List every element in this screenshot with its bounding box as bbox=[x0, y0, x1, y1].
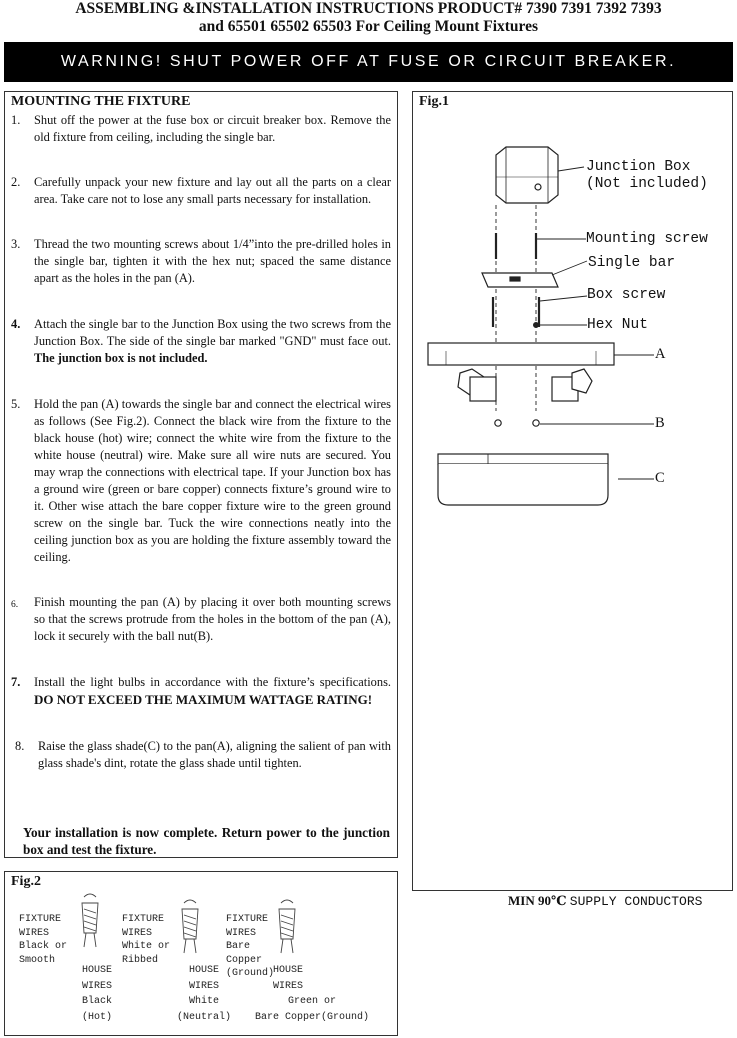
title-line-2: and 65501 65502 65503 For Ceiling Mount Fixtures bbox=[198, 18, 539, 35]
fixture-wires-ground: FIXTURE WIRES Bare Copper (Ground) bbox=[226, 914, 275, 979]
section-title: MOUNTING THE FIXTURE bbox=[11, 94, 191, 109]
house-wires-ground: HOUSE WIRES Green or Bare Copper(Ground) bbox=[254, 965, 370, 1023]
pan-a-drawing bbox=[428, 343, 614, 365]
house-wires-black: HOUSE WIRES Black (Hot) bbox=[81, 965, 112, 1023]
fig1-label: Fig.1 bbox=[419, 94, 449, 109]
junction-box-note: The junction box is not included. bbox=[34, 351, 208, 365]
ball-nut-b-label: B bbox=[655, 415, 665, 431]
title-line-1: ASSEMBLING &INSTALLATION INSTRUCTIONS PRODUCT# 7390 7391 7392 7393 bbox=[75, 0, 662, 17]
wire-nut-icon bbox=[82, 894, 98, 947]
step-3: 3. Thread the two mounting screws about 1/4”into the pre-drilled holes in the single bar, tighten it with the hex nut; spaced the same distance apart as the holes in the pan (A). bbox=[11, 237, 391, 285]
single-bar-label: Single bar bbox=[588, 255, 676, 271]
step-8: 8. Raise the glass shade(C) to the pan(A), aligning the salient of pan with glass shade's dint, rotate the glass shade until tighten. bbox=[15, 739, 391, 770]
hex-nut-label: Hex Nut bbox=[587, 317, 648, 333]
box-screw-label: Box screw bbox=[587, 287, 666, 303]
house-wires-white: HOUSE WIRES White (Neutral) bbox=[176, 965, 231, 1023]
wire-nut-icon bbox=[182, 900, 198, 953]
fig2-label: Fig.2 bbox=[11, 874, 41, 889]
not-included-label: (Not included) bbox=[586, 176, 708, 192]
step-1: 1. Shut off the power at the fuse box or circuit breaker box. Remove the old fixture from ceiling, including the single bar. bbox=[11, 113, 391, 144]
document-title bbox=[0, 0, 737, 36]
pan-a-label: A bbox=[655, 346, 666, 362]
junction-box-drawing bbox=[496, 147, 558, 203]
mounting-screw-label: Mounting screw bbox=[586, 231, 708, 247]
single-bar-drawing bbox=[482, 273, 558, 287]
junction-box-label: Junction Box bbox=[586, 159, 691, 175]
warning-banner: WARNING! SHUT POWER OFF AT FUSE OR CIRCUIT BREAKER. bbox=[4, 42, 733, 82]
wire-nut-icon bbox=[279, 900, 295, 953]
glass-shade-c-label: C bbox=[655, 470, 665, 486]
fixture-wires-black: FIXTURE WIRES Black or Smooth bbox=[19, 914, 68, 966]
fixture-wires-white: FIXTURE WIRES White or Ribbed bbox=[122, 914, 171, 966]
glass-shade-drawing bbox=[438, 454, 608, 505]
fig1-diagram bbox=[412, 91, 733, 891]
step-6: 6. Finish mounting the pan (A) by placing it over both mounting screws so that the screws protrude from the holes in the bottom of the pan (A), lock it securely with the ball nut(B). bbox=[11, 595, 391, 643]
mounting-instructions-panel bbox=[4, 91, 398, 858]
step-2: 2. Carefully unpack your new fixture and lay out all the parts on a clear area. Take care not to lose any small parts necessary for installation. bbox=[11, 175, 391, 206]
sockets-drawing bbox=[458, 369, 592, 401]
completion-note: Your installation is now complete. Return power to the junction box and test the fixture. bbox=[23, 825, 390, 857]
wattage-warning: DO NOT EXCEED THE MAXIMUM WATTAGE RATING! bbox=[34, 692, 373, 707]
step-4: 4. Attach the single bar to the Junction Box using the two screws from the Junction Box. The side of the single bar marked "GND" must face out. The junction box is not included. bbox=[11, 317, 391, 365]
step-7: 7. Install the light bulbs in accordance with the fixture’s specifications. DO NOT EXCEED THE MAXIMUM WATTAGE RATING! bbox=[11, 675, 391, 707]
supply-conductors-note: MIN 90℃ SUPPLY CONDUCTORS bbox=[508, 893, 703, 909]
step-5: 5. Hold the pan (A) towards the single bar and connect the electrical wires as follows (See Fig.2). Connect the black wire from the fixture to the black house (hot) wire; connect the white wire from the fixture to the white house (neutral) wire. Make sure all wire nuts are secured. You may wrap the connections with electrical tape. If your Junction box has a ground wire (green or bare copper) connects fixture’s ground wire to it. Other wise attach the bare copper fixture wire to the green ground screw on the single bar. Tuck the wire connections neatly into the ceiling junction box as you are holding the fixture assembly toward the ceiling. bbox=[11, 397, 391, 564]
